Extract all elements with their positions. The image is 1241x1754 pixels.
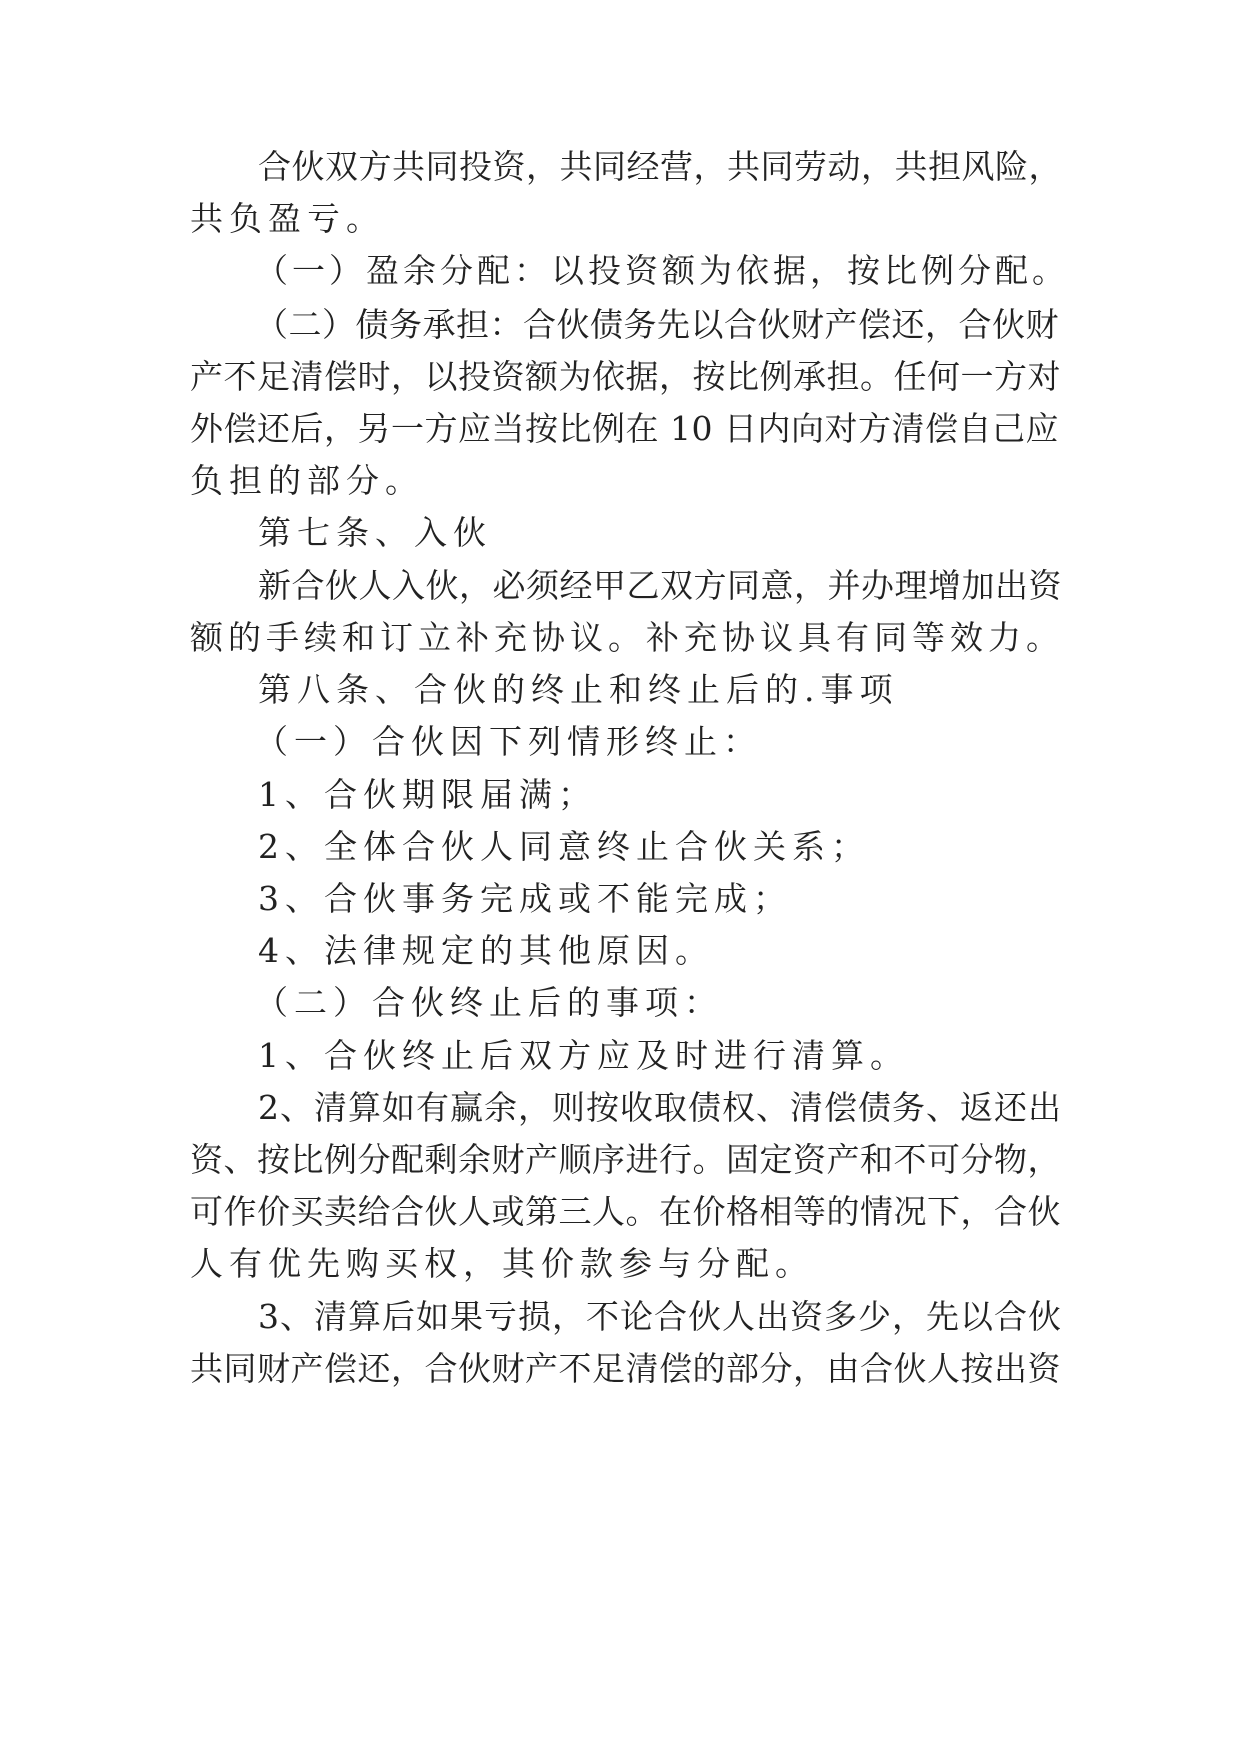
section-heading: 第七条、入伙	[258, 513, 492, 552]
list-item: 1、合伙终止后双方应及时进行清算。	[258, 1036, 909, 1075]
paragraph-line: 合伙双方共同投资，共同经营，共同劳动，共担风险，	[258, 147, 1062, 186]
paragraph-line: （二）债务承担：合伙债务先以合伙财产偿还，合伙财	[255, 305, 1059, 344]
section-heading: 第八条、合伙的终止和终止后的.事项	[258, 670, 899, 709]
paragraph-line: 额的手续和订立补充协议。补充协议具有同等效力。	[190, 618, 1064, 657]
paragraph-line: 人有优先购买权，其价款参与分配。	[190, 1244, 814, 1283]
list-item: 4、法律规定的其他原因。	[258, 931, 714, 970]
list-item: 3、合伙事务完成或不能完成；	[258, 879, 792, 918]
list-item: 3、清算后如果亏损，不论合伙人出资多少，先以合伙	[258, 1297, 1062, 1336]
paragraph-line: 外偿还后，另一方应当按比例在 10 日内向对方清偿自己应	[190, 409, 1059, 448]
list-item: 1、合伙期限届满；	[258, 775, 597, 814]
paragraph-line: （一）合伙因下列情形终止：	[255, 722, 762, 761]
list-item: 2、清算如有赢余，则按收取债权、清偿债务、返还出	[258, 1088, 1062, 1127]
paragraph-line: 共同财产偿还，合伙财产不足清偿的部分，由合伙人按出资	[190, 1349, 1061, 1388]
paragraph-line: 产不足清偿时，以投资额为依据，按比例承担。任何一方对	[190, 357, 1061, 396]
paragraph-line: （一）盈余分配：以投资额为依据，按比例分配。	[255, 251, 1069, 290]
paragraph-line: 新合伙人入伙，必须经甲乙双方同意，并办理增加出资	[258, 566, 1062, 605]
paragraph-line: （二）合伙终止后的事项：	[255, 983, 723, 1022]
paragraph-line: 共负盈亏。	[190, 199, 385, 238]
list-item: 2、全体合伙人同意终止合伙关系；	[258, 827, 870, 866]
paragraph-line: 资、按比例分配剩余财产顺序进行。固定资产和不可分物，	[190, 1140, 1061, 1179]
paragraph-line: 可作价买卖给合伙人或第三人。在价格相等的情况下，合伙	[190, 1192, 1061, 1231]
paragraph-line: 负担的部分。	[190, 461, 424, 500]
